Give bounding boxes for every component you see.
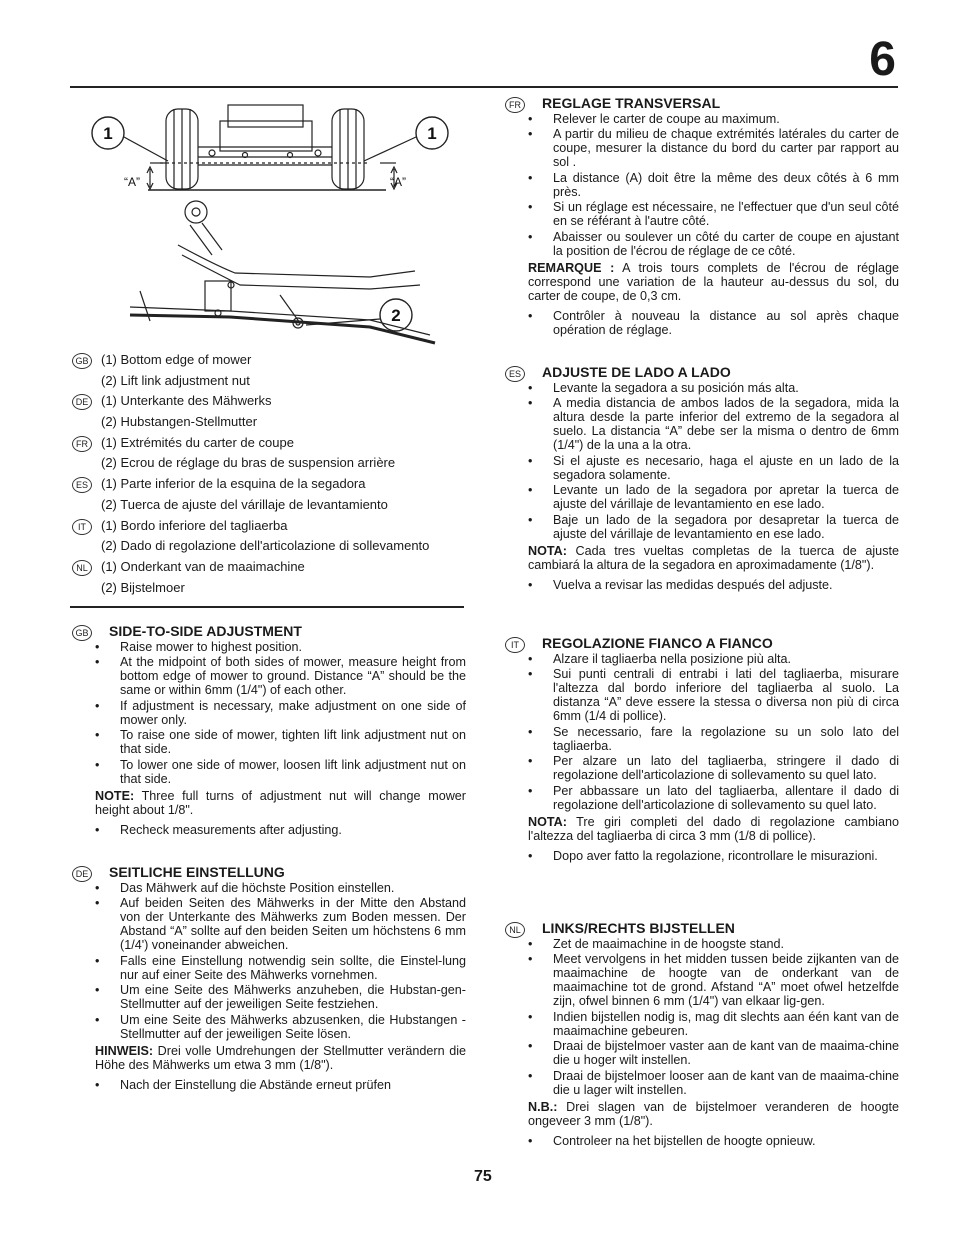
section-fr-steps [505,112,899,258]
section-nl-title: LINKS/RECHTS BIJSTELLEN [542,920,735,936]
note-label: HINWEIS: [95,1043,154,1058]
list-item: • Indien bijstellen nodig is, mag dit slechts aan één kant van de maaimachine gebeuren. [528,1010,899,1038]
legend-text: (2) Hubstangen-Stellmutter [101,414,258,430]
list-item: • If adjustment is necessary, make adjustment on one side of mower only. [95,699,466,727]
list-item: • Um eine Seite des Mähwerks abzusenken, die Hubstangen -Stellmutter auf der jeweiligen Seite lösen. [95,1013,466,1041]
section-fr-note [528,261,899,303]
list-item: • Baje un lado de la segadora por desapretar la tuerca de ajuste del várillaje de levantamiento en ese lado. [528,513,899,541]
section-gb-note [95,789,466,817]
legend-text: (1) Bordo inferiore del tagliaerba [101,517,288,533]
list-item: • Draai de bijstelmoer vaster aan de kant van de maaima-chine die u hoger wilt instellen. [528,1039,899,1067]
list-item: • Falls eine Einstellung notwendig sein sollte, die Einstel-lung nur auf einer Seite des Mähwerks vornehmen. [95,954,466,982]
steering-knob [185,201,207,223]
legend-text: (1) Extrémités du carter de coupe [101,434,294,450]
section-it-heading [505,635,899,651]
legend-item [70,557,464,578]
section-de-heading [72,864,466,880]
legend-text: (2) Tuerca de ajuste del várillaje de levantamiento [101,496,388,512]
note-label: NOTE: [95,788,135,803]
list-item: • Alzare il tagliaerba nella posizione più alta. [528,652,899,666]
list-item: • Dopo aver fatto la regolazione, ricontrollare le misurazioni. [528,849,899,863]
lang-badge-es: ES [72,477,92,493]
legend-text: (2) Ecrou de réglage du bras de suspension arrière [101,455,396,471]
list-item: • Si el ajuste es necesario, haga el ajuste en un lado de la segadora solamente. [528,454,899,482]
note-label: REMARQUE : [528,260,615,275]
list-item: • Levante un lado de la segadora por apretar la tuerca de ajuste del várillaje de levantamiento en ese lado. [528,483,899,511]
section-gb-steps [72,640,466,786]
list-item: • Vuelva a revisar las medidas después del adjuste. [528,578,899,592]
lang-badge-de: DE [72,394,92,410]
section-fr-heading [505,95,899,111]
legend-item [70,350,464,371]
section-nl [505,920,899,1149]
section-it-steps [505,652,899,812]
section-de-title: SEITLICHE EINSTELLUNG [109,864,285,880]
list-item: • Das Mähwerk auf die höchste Position einstellen. [95,881,466,895]
section-fr [505,95,899,338]
note-text: A trois tours complets de l'écrou de réglage correspond une variation de la hauteur au-dessus du sol, du carter de coupe, de 0,3 cm. [528,260,899,303]
list-item: • Se necessario, fare la regolazione su un solo lato del tagliaerba. [528,725,899,753]
note-text: Drei slagen van de bijstelmoer veranderen de hoogte ongeveer 3 mm (1/8"). [528,1099,899,1128]
legend-item [70,516,464,537]
note-label: NOTA: [528,814,567,829]
list-item: • To lower one side of mower, loosen lift link adjustment nut on that side. [95,758,466,786]
lang-badge-fr: FR [72,436,92,452]
list-item: • Contrôler à nouveau la distance au sol après chaque opération de réglage. [528,309,899,337]
list-item: • Recheck measurements after adjusting. [95,823,466,837]
note-text: Cada tres vueltas completas de la tuerca de ajuste cambiará la altura de la segadora en aproximadamente (1/8"). [528,543,899,572]
list-item: • Controleer na het bijstellen de hoogte opnieuw. [528,1134,899,1148]
section-nl-steps [505,937,899,1097]
legend-text: (2) Lift link adjustment nut [101,372,250,388]
section-nl-note [528,1100,899,1128]
lang-badge-gb: GB [72,625,92,641]
lang-badge-it: IT [72,519,92,535]
list-item: • Per abbassare un lato del tagliaerba, allentare il dado di regolazione dell'articolazione di sollevamento su quel lato. [528,784,899,812]
list-item: • Abaisser ou soulever un côté du carter de coupe en ajustant la position de l'écrou de réglage de ce côté. [528,230,899,258]
list-item: • Raise mower to highest position. [95,640,466,654]
list-item: • Meet vervolgens in het midden tussen beide zijkanten van de maaimachine de hoogte van de onderkant van de maaimachine tot de grond. Afstand “A” moet ofwel hetzelfde zijn, ofwel binnen 6 mm (1/4") van elkaar lig-gen. [528,952,899,1008]
section-divider [70,606,464,608]
legend-text: (2) Dado di regolazione dell'articolazione di sollevamento [101,538,430,554]
list-item: • Zet de maaimachine in de hoogste stand. [528,937,899,951]
list-item: • Si un réglage est nécessaire, ne l'effectuer que d'un seul côté en se référant à l'autre côté. [528,200,899,228]
list-item: • Auf beiden Seiten des Mähwerks in der Mitte den Abstand von der Unterkante des Mähwerks zum Boden messen. Der Abstand “A” sollte auf den beiden Seiten um höchstens 6 mm (1/4') voneinander abweichen. [95,896,466,952]
section-it [505,635,899,864]
legend-item [70,371,464,392]
lang-badge-nl: NL [505,922,525,938]
legend-text: (1) Unterkante des Mähwerks [101,393,272,409]
legend-item [70,495,464,516]
section-gb-heading [72,623,466,639]
list-item: • La distance (A) doit être la même des deux côtés à 6 mm près. [528,171,899,199]
note-text: Drei volle Umdrehungen der Stellmutter verändern die Höhe des Mähwerks um etwa 3 mm (1/8"). [95,1043,466,1072]
legend-text: (1) Parte inferior de la esquina de la segadora [101,476,366,492]
section-es [505,364,899,593]
deck-top-block [228,105,303,127]
list-item: • Per alzare un lato del tagliaerba, stringere il dado di regolazione dell'articolazione di sollevamento su quel lato. [528,754,899,782]
legend-item [70,433,464,454]
list-item: • Sui punti centrali di entrabi i lati del tagliaerba, misurare l'altezza dal bordo inferiore del tagliaerba al suolo. La distanza “A” deve essere la stessa o diversa non più di circa 6mm (1/4 di pollice). [528,667,899,723]
legend-item [70,412,464,433]
section-es-note [528,544,899,572]
callout-1-left: 1 [103,124,113,143]
note-text: Three full turns of adjustment nut will change mower height about 1/8". [95,788,466,817]
section-es-title: ADJUSTE DE LADO A LADO [542,364,731,380]
section-de-note [95,1044,466,1072]
section-fr-title: REGLAGE TRANSVERSAL [542,95,721,111]
legend-text: (1) Bottom edge of mower [101,352,252,367]
list-item: • A media distancia de ambos lados de la segadora, mida la altura desde la parte inferior del extremo de la segadora al suelo. La distancia “A” debe ser la misma o dentro de 6mm (1/4") de la una a la otra. [528,396,899,452]
chapter-number: 6 [869,33,896,86]
note-text: Tre giri completi del dado di regolazione cambiano l'altezza del tagliaerba di circa 3 mm (1/8 di pollice). [528,814,899,843]
mower-deck-illustration [70,95,464,347]
list-item: • Um eine Seite des Mähwerks anzuheben, die Hubstan-gen-Stellmutter auf der jeweiligen Seite festziehen. [95,983,466,1011]
list-item: • Levante la segadora a su posición más alta. [528,381,899,395]
lang-badge-fr: FR [505,97,525,113]
figure-legend [70,350,464,598]
legend-text: (1) Onderkant van de maaimachine [101,558,305,574]
section-gb [72,623,466,838]
note-label: N.B.: [528,1099,558,1114]
section-nl-heading [505,920,899,936]
list-item: • Draai de bijstelmoer looser aan de kant van de maaima-chine die u lager wilt instellen. [528,1069,899,1097]
legend-item [70,474,464,495]
list-item: • Relever le carter de coupe au maximum. [528,112,899,126]
lang-badge-gb: GB [72,353,92,369]
callout-2: 2 [391,306,401,325]
list-item: • Nach der Einstellung die Abstände erneut prüfen [95,1078,466,1092]
list-item: • A partir du milieu de chaque extrémités latérales du carter de coupe, mesurer la distance du bord du carter par rapport au sol . [528,127,899,169]
section-es-heading [505,364,899,380]
note-label: NOTA: [528,543,567,558]
dimension-a-right: “A” [390,175,406,189]
callout-1-right: 1 [427,124,437,143]
legend-item [70,453,464,474]
section-es-steps [505,381,899,541]
list-item: • To raise one side of mower, tighten lift link adjustment nut on that side. [95,728,466,756]
legend-item [70,391,464,412]
section-de [72,864,466,1093]
section-gb-title: SIDE-TO-SIDE ADJUSTMENT [109,623,302,639]
dimension-a-left: “A” [124,175,140,189]
lang-badge-de: DE [72,866,92,882]
legend-item [70,536,464,557]
lang-badge-nl: NL [72,560,92,576]
section-it-note [528,815,899,843]
list-item: • At the midpoint of both sides of mower, measure height from bottom edge of mower to ground. Distance “A” should be the same or within 6mm (1/4") of each other. [95,655,466,697]
legend-text: (2) Bijstelmoer [101,579,185,595]
section-it-title: REGOLAZIONE FIANCO A FIANCO [542,635,773,651]
top-divider [70,86,898,88]
lang-badge-es: ES [505,366,525,382]
section-de-steps [72,881,466,1041]
legend-item [70,578,464,599]
page-number: 75 [474,1168,492,1185]
lang-badge-it: IT [505,637,525,653]
